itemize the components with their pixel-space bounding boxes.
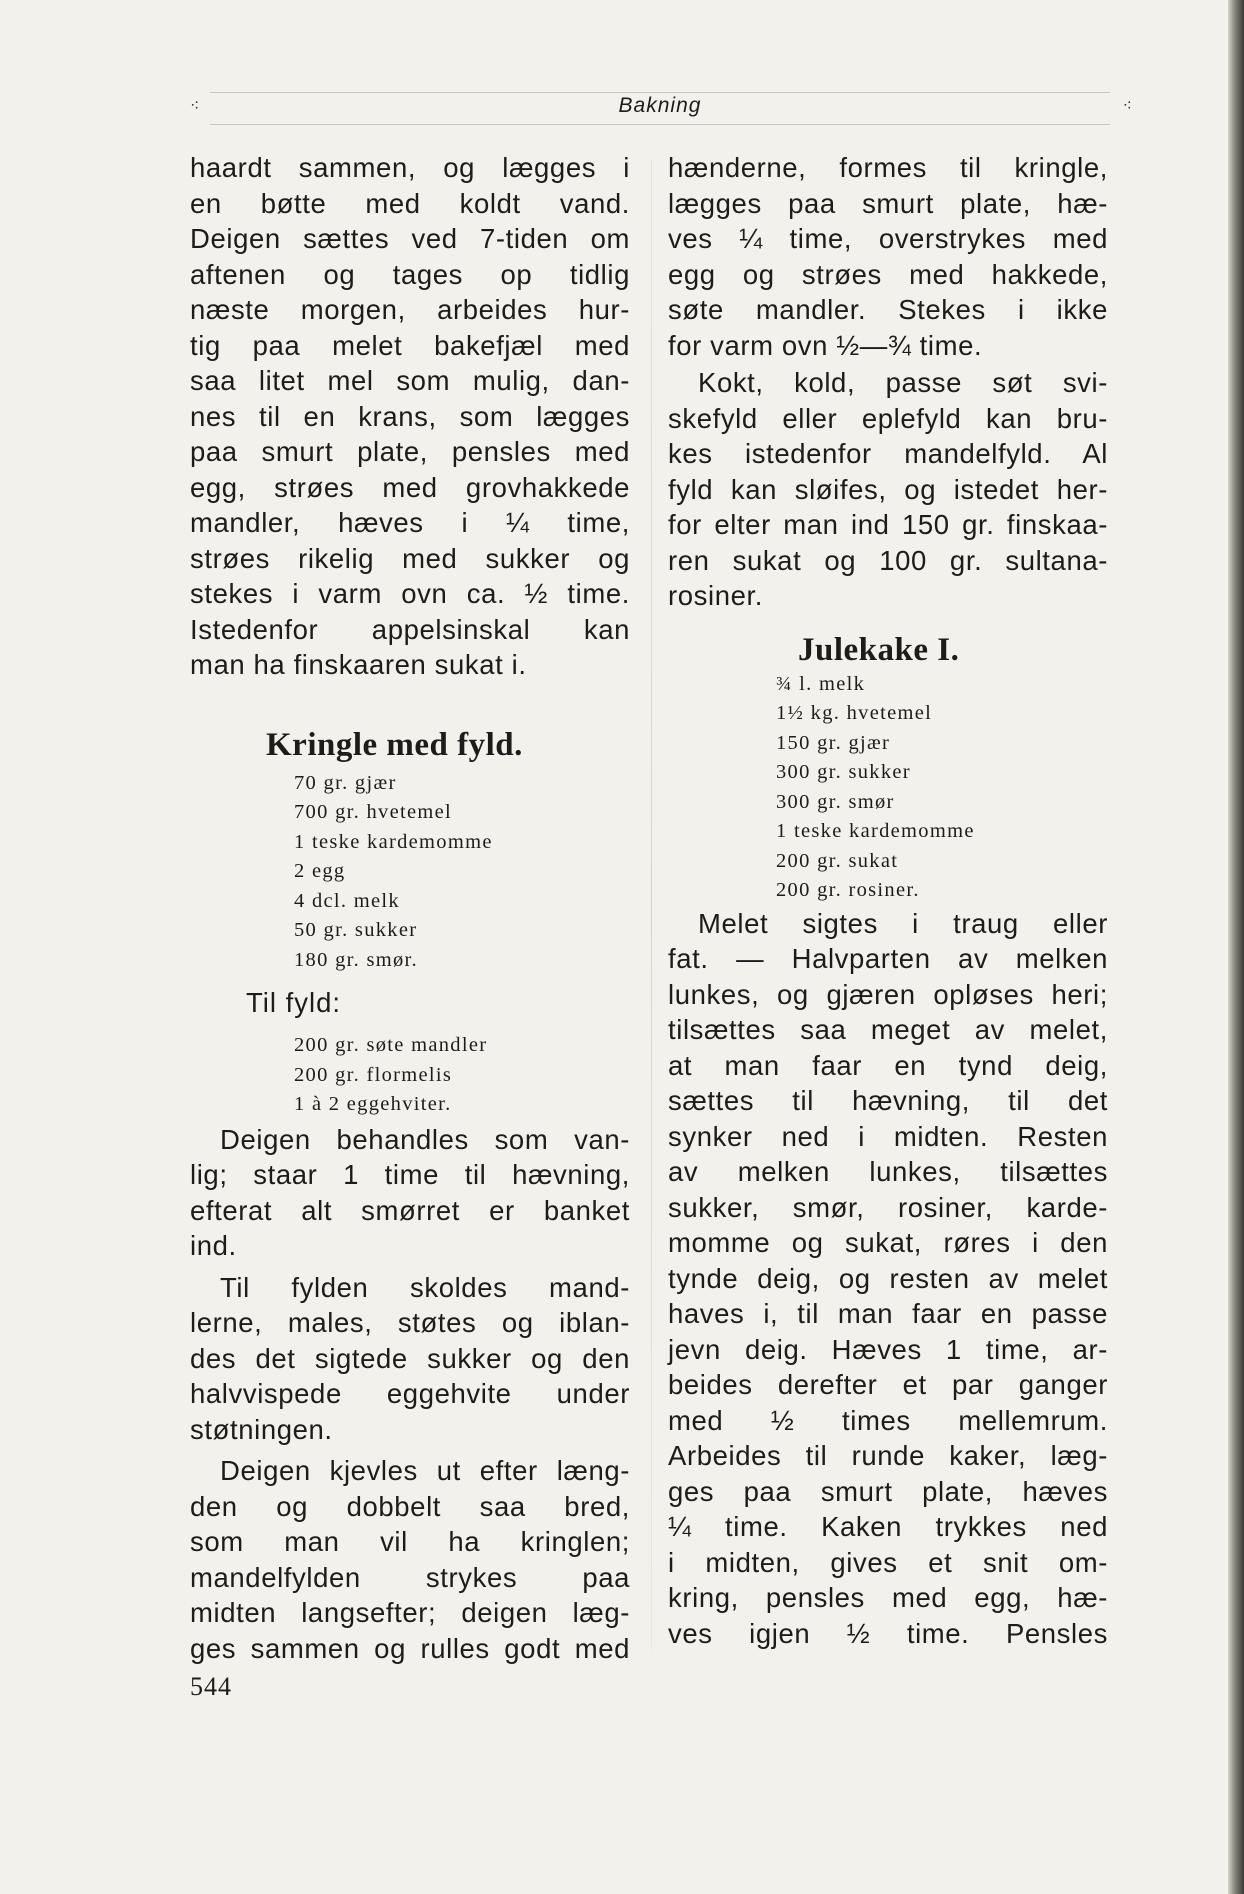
list-item: 150 gr. gjær	[776, 731, 891, 754]
text-line: efterat alt smørret er banket	[190, 1194, 630, 1226]
list-item: 1½ kg. hvetemel	[776, 702, 933, 724]
text-line: ves ¼ time, overstrykes med	[668, 223, 1108, 254]
text-line: sukker, smør, rosiner, karde-	[668, 1191, 1108, 1223]
text-line: for elter man ind 150 gr. finskaa-	[668, 509, 1108, 540]
text-line: ind.	[190, 1230, 237, 1261]
text-line: beides derefter et par ganger	[668, 1369, 1108, 1400]
text-line: lerne, males, støtes og iblan-	[190, 1307, 630, 1338]
text-line: tilsættes saa meget av melet,	[668, 1014, 1108, 1045]
text-line: tig paa melet bakefjæl med	[190, 329, 630, 361]
text-line: Deigen kjevles ut efter læng-	[220, 1455, 630, 1486]
left-paragraph-1	[190, 150, 630, 683]
text-line: kes istedenfor mandelfyld. Al	[668, 438, 1108, 469]
text-line: Deigen behandles som van-	[220, 1123, 630, 1155]
text-line: paa smurt plate, pensles med	[190, 436, 630, 467]
text-line: fat. — Halvparten av melken	[668, 943, 1108, 974]
text-line: jevn deig. Hæves 1 time, ar-	[668, 1333, 1108, 1365]
header-rule-bottom	[210, 124, 1110, 125]
list-item: 200 gr. søte mandler	[294, 1034, 488, 1056]
text-line: Melet sigtes i traug eller	[698, 907, 1108, 939]
list-item: 200 gr. flormelis	[294, 1063, 453, 1086]
text-line: som man vil ha kringlen;	[190, 1526, 630, 1557]
text-line: ren sukat og 100 gr. sultana-	[668, 544, 1108, 576]
text-line: hænderne, formes til kringle,	[668, 152, 1108, 183]
text-line: søte mandler. Stekes i ikke	[668, 294, 1108, 325]
list-item: 1 teske kardemomme	[294, 830, 493, 853]
text-line: kring, pensles med egg, hæ-	[668, 1582, 1108, 1613]
list-item: 70 gr. gjær	[294, 771, 397, 794]
text-line: en bøtte med koldt vand.	[190, 187, 630, 219]
text-line: nes til en krans, som lægges	[190, 400, 630, 432]
left-paragraph-2	[190, 1122, 630, 1264]
ingredient-list-filling	[190, 1031, 630, 1120]
list-item: 50 gr. sukker	[294, 919, 418, 941]
text-line: mandler, hæves i ¼ time,	[190, 507, 630, 538]
text-line: ges paa smurt plate, hæves	[668, 1475, 1108, 1507]
text-line: stekes i varm ovn ca. ½ time.	[190, 578, 630, 609]
ornament-right-icon: ⁖	[1122, 98, 1130, 115]
text-line: ves igjen ½ time. Pensles	[668, 1617, 1108, 1649]
text-line: ges sammen og rulles godt med	[190, 1632, 630, 1664]
list-item: 1 teske kardemomme	[776, 820, 975, 842]
list-item: ¾ l. melk	[776, 672, 866, 695]
list-item: 300 gr. smør	[776, 790, 895, 813]
text-line: aftenen og tages op tidlig	[190, 258, 630, 290]
text-line: Arbeides til runde kaker, læg-	[668, 1440, 1108, 1471]
list-item: 1 à 2 eggehviter.	[294, 1093, 452, 1115]
text-line: i midten, gives et snit om-	[668, 1546, 1108, 1578]
text-line: tynde deig, og resten av melet	[668, 1262, 1108, 1294]
text-line: støtningen.	[190, 1413, 333, 1445]
text-line: for varm ovn ½—¾ time.	[668, 329, 983, 361]
text-line: med ½ times mellemrum.	[668, 1404, 1108, 1436]
list-item: 4 dcl. melk	[294, 889, 400, 912]
text-line: rosiner.	[668, 580, 763, 611]
text-line: næste morgen, arbeides hur-	[190, 294, 630, 325]
text-line: Kokt, kold, passe søt svi-	[698, 367, 1108, 398]
text-line: egg og strøes med hakkede,	[668, 258, 1108, 290]
text-line: Til fylden skoldes mand-	[220, 1271, 630, 1303]
list-item: 300 gr. sukker	[776, 761, 911, 783]
list-item: 2 egg	[294, 860, 346, 882]
text-line: haardt sammen, og lægges i	[190, 152, 630, 183]
text-line: egg, strøes med grovhakkede	[190, 471, 630, 503]
header-rule-top	[210, 92, 1110, 93]
text-line: lægges paa smurt plate, hæ-	[668, 187, 1108, 219]
recipe-title-kringle: Kringle med fyld.	[266, 726, 523, 763]
ingredient-list-julekake	[668, 670, 1108, 906]
page-edge-shadow	[1228, 0, 1244, 1894]
text-line: at man faar en tynd deig,	[668, 1049, 1108, 1081]
right-column	[668, 150, 1108, 1651]
text-line: ¼ time. Kaken trykkes ned	[668, 1511, 1108, 1542]
ingredient-list-kringle	[190, 769, 630, 976]
left-paragraph-4	[190, 1453, 630, 1666]
text-line: haves i, til man faar en passe	[668, 1298, 1108, 1329]
text-line: strøes rikelig med sukker og	[190, 542, 630, 574]
recipe-title-julekake: Julekake I.	[798, 631, 960, 668]
right-paragraph-3	[668, 906, 1108, 1652]
left-paragraph-3	[190, 1270, 630, 1448]
text-line: Istedenfor appelsinskal kan	[190, 613, 630, 645]
page-number: 544	[190, 1672, 232, 1701]
list-item: 180 gr. smør.	[294, 948, 418, 971]
right-paragraph-2	[668, 365, 1108, 614]
text-line: midten langsefter; deigen læg-	[190, 1597, 630, 1628]
text-line: des det sigtede sukker og den	[190, 1342, 630, 1374]
text-line: man ha finskaaren sukat i.	[190, 649, 527, 680]
text-line: skefyld eller eplefyld kan bru-	[668, 402, 1108, 434]
text-line: fyld kan sløifes, og istedet her-	[668, 473, 1108, 505]
text-line: Deigen sættes ved 7-tiden om	[190, 223, 630, 254]
left-column	[190, 150, 630, 1666]
text-line: lunkes, og gjæren opløses heri;	[668, 978, 1108, 1010]
list-item: 200 gr. sukat	[776, 849, 899, 872]
right-paragraph-1	[668, 150, 1108, 363]
list-item: 700 gr. hvetemel	[294, 801, 453, 823]
text-line: lig; staar 1 time til hævning,	[190, 1159, 630, 1190]
text-line: sættes til hævning, til det	[668, 1085, 1108, 1116]
text-line: momme og sukat, røres i den	[668, 1227, 1108, 1258]
text-line: halvvispede eggehvite under	[190, 1378, 630, 1409]
filling-label: Til fyld:	[246, 987, 342, 1018]
text-line: synker ned i midten. Resten	[668, 1120, 1108, 1152]
text-line: den og dobbelt saa bred,	[190, 1490, 630, 1522]
column-gutter	[651, 160, 652, 1650]
running-header	[190, 92, 1130, 122]
text-line: mandelfylden strykes paa	[190, 1561, 630, 1593]
list-item: 200 gr. rosiner.	[776, 879, 920, 901]
ornament-left-icon: ⁖	[190, 98, 198, 115]
text-line: av melken lunkes, tilsættes	[668, 1156, 1108, 1187]
text-line: saa litet mel som mulig, dan-	[190, 365, 630, 396]
running-title: Bakning	[618, 94, 702, 117]
